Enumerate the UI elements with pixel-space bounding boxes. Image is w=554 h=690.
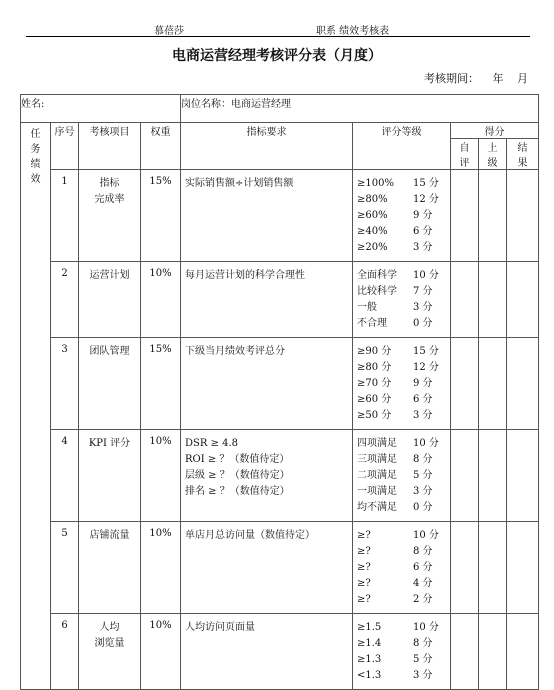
grade-line: ≥50 分 3 分 xyxy=(357,410,433,421)
grade-line: ≥? 6 分 xyxy=(357,562,433,573)
grade-line: ≥? 10 分 xyxy=(357,530,439,541)
self-score-cell[interactable] xyxy=(451,522,479,614)
row-grades xyxy=(353,170,451,262)
col-grade: 评分等级 xyxy=(353,123,451,170)
col-self: 自 评 xyxy=(451,139,479,170)
result-score-cell[interactable] xyxy=(507,170,539,262)
row-requirement: DSR ≥ 4.8 ROI ≥ ？（数值待定） 层级 ≥ ？（数值待定） 排名 ≥ ？（数值待定） xyxy=(181,430,353,522)
table-row xyxy=(21,522,539,614)
evaluation-table xyxy=(20,94,539,690)
grade-line: ≥20% 3 分 xyxy=(357,242,433,253)
grade-line: 均不满足 0 分 xyxy=(357,502,433,513)
task-performance-label: 任 务 绩 效 xyxy=(21,123,51,690)
result-score-cell[interactable] xyxy=(507,430,539,522)
row-weight: 15% xyxy=(141,170,181,262)
document-title: 电商运营经理考核评分表（月度） xyxy=(172,48,382,64)
grade-line: ≥80 分 12 分 xyxy=(357,362,439,373)
header-row xyxy=(21,123,539,139)
table-row xyxy=(21,262,539,338)
row-grades xyxy=(353,430,451,522)
col-requirement: 指标要求 xyxy=(181,123,353,170)
row-requirement: 人均访问页面量 xyxy=(181,614,353,690)
assessment-period: 考核期间： 年 月 xyxy=(424,72,528,85)
table-row xyxy=(21,430,539,522)
col-weight: 权重 xyxy=(141,123,181,170)
row-weight: 10% xyxy=(141,614,181,690)
header-rule xyxy=(26,36,530,37)
row-requirement: 每月运营计划的科学合理性 xyxy=(181,262,353,338)
self-score-cell[interactable] xyxy=(451,338,479,430)
col-seq: 序号 xyxy=(51,123,79,170)
row-grades xyxy=(353,614,451,690)
grade-line: ≥1.4 8 分 xyxy=(357,638,433,649)
result-score-cell[interactable] xyxy=(507,262,539,338)
row-weight: 10% xyxy=(141,262,181,338)
col-result: 结 果 xyxy=(507,139,539,170)
row-item: KPI 评分 xyxy=(79,430,141,522)
table-row xyxy=(21,338,539,430)
row-grades xyxy=(353,338,451,430)
table-row xyxy=(21,170,539,262)
table-row xyxy=(21,614,539,690)
superior-score-cell[interactable] xyxy=(479,170,507,262)
grade-line: 不合理 0 分 xyxy=(357,318,433,329)
row-grades xyxy=(353,262,451,338)
grade-line: ≥? 8 分 xyxy=(357,546,433,557)
result-score-cell[interactable] xyxy=(507,338,539,430)
col-superior: 上 级 xyxy=(479,139,507,170)
row-item: 运营计划 xyxy=(79,262,141,338)
grade-line: ≥80% 12 分 xyxy=(357,194,439,205)
row-weight: 10% xyxy=(141,522,181,614)
row-requirement: 单店月总访问量（数值待定） xyxy=(181,522,353,614)
header-company: 慕蓓莎 xyxy=(154,26,184,37)
superior-score-cell[interactable] xyxy=(479,338,507,430)
grade-line: 三项满足 8 分 xyxy=(357,454,433,465)
info-row xyxy=(21,95,539,123)
grade-line: ≥70 分 9 分 xyxy=(357,378,433,389)
grade-line: <1.3 3 分 xyxy=(357,670,433,681)
grade-line: ≥40% 6 分 xyxy=(357,226,433,237)
result-score-cell[interactable] xyxy=(507,522,539,614)
self-score-cell[interactable] xyxy=(451,262,479,338)
self-score-cell[interactable] xyxy=(451,614,479,690)
row-seq: 4 xyxy=(51,430,79,522)
row-seq: 5 xyxy=(51,522,79,614)
position-field: 岗位名称：电商运营经理 xyxy=(181,95,539,123)
row-seq: 3 xyxy=(51,338,79,430)
superior-score-cell[interactable] xyxy=(479,262,507,338)
name-field[interactable]: 姓名: xyxy=(21,95,181,123)
grade-line: ≥1.5 10 分 xyxy=(357,622,439,633)
grade-line: 四项满足 10 分 xyxy=(357,438,439,449)
grade-line: 一般 3 分 xyxy=(357,302,433,313)
superior-score-cell[interactable] xyxy=(479,614,507,690)
superior-score-cell[interactable] xyxy=(479,430,507,522)
row-requirement: 实际销售额÷计划销售额 xyxy=(181,170,353,262)
row-item: 指标 完成率 xyxy=(79,170,141,262)
row-item: 团队管理 xyxy=(79,338,141,430)
row-grades xyxy=(353,522,451,614)
page-header xyxy=(0,0,554,40)
result-score-cell[interactable] xyxy=(507,614,539,690)
grade-line: ≥1.3 5 分 xyxy=(357,654,433,665)
grade-line: ≥? 2 分 xyxy=(357,594,433,605)
self-score-cell[interactable] xyxy=(451,170,479,262)
row-seq: 1 xyxy=(51,170,79,262)
superior-score-cell[interactable] xyxy=(479,522,507,614)
grade-line: 一项满足 3 分 xyxy=(357,486,433,497)
grade-line: ≥? 4 分 xyxy=(357,578,433,589)
grade-line: 全面科学 10 分 xyxy=(357,270,439,281)
row-requirement: 下级当月绩效考评总分 xyxy=(181,338,353,430)
grade-line: ≥90 分 15 分 xyxy=(357,346,439,357)
col-item: 考核项目 xyxy=(79,123,141,170)
grade-line: ≥60% 9 分 xyxy=(357,210,433,221)
row-weight: 10% xyxy=(141,430,181,522)
grade-line: 二项满足 5 分 xyxy=(357,470,433,481)
grade-line: ≥100% 15 分 xyxy=(357,178,439,189)
row-weight: 15% xyxy=(141,338,181,430)
grade-line: ≥60 分 6 分 xyxy=(357,394,433,405)
row-seq: 2 xyxy=(51,262,79,338)
row-item: 店铺流量 xyxy=(79,522,141,614)
self-score-cell[interactable] xyxy=(451,430,479,522)
header-category: 职系 绩效考核表 xyxy=(316,26,390,37)
row-seq: 6 xyxy=(51,614,79,690)
row-item: 人均 浏览量 xyxy=(79,614,141,690)
grade-line: 比较科学 7 分 xyxy=(357,286,433,297)
col-score: 得分 xyxy=(451,123,539,139)
